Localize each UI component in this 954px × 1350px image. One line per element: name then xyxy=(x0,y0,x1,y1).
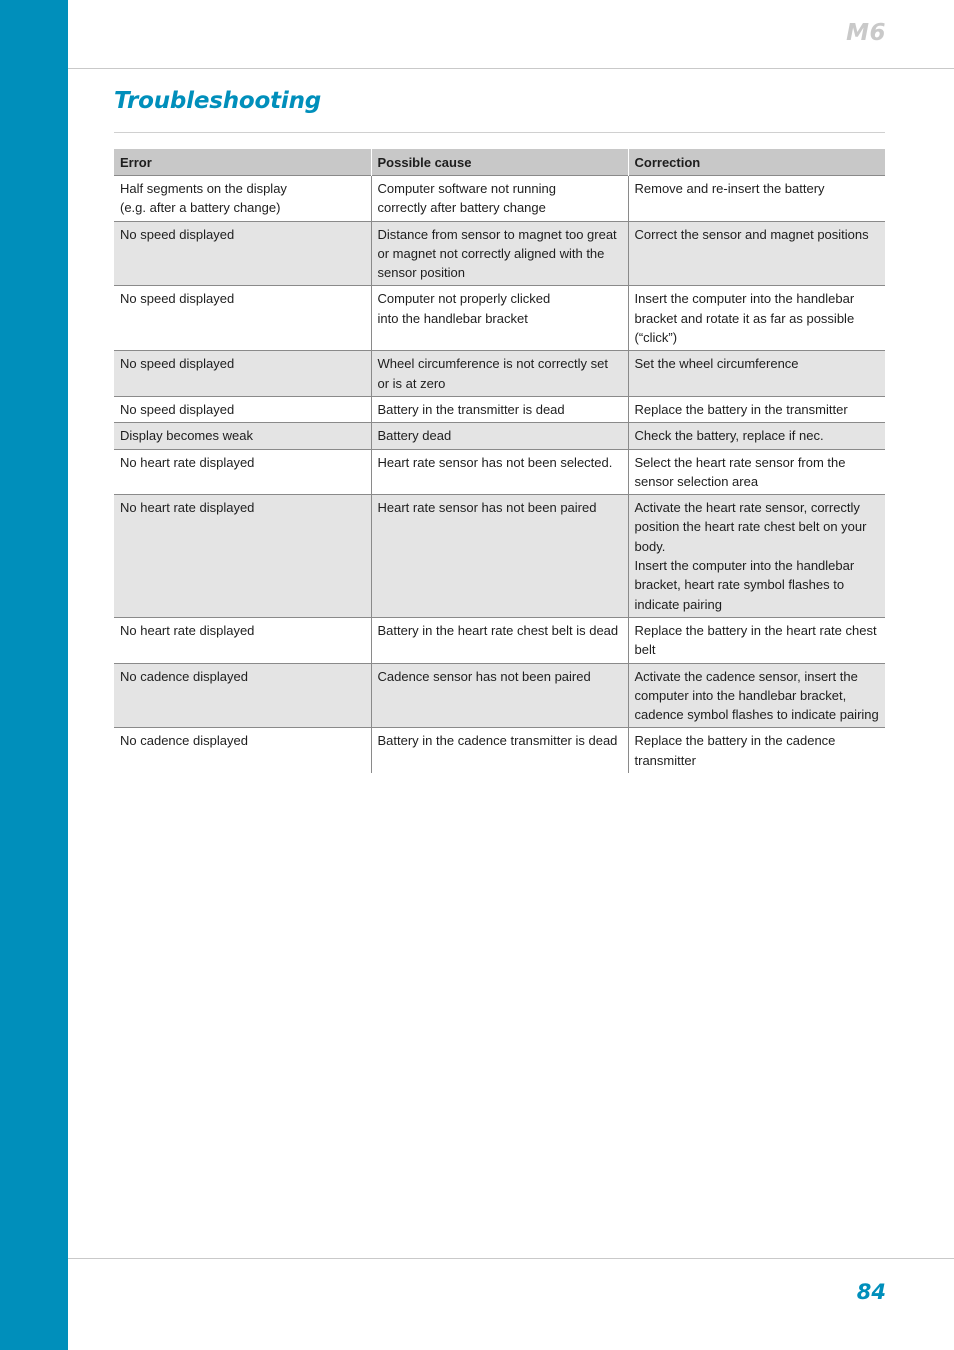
error-cell xyxy=(114,423,371,449)
cause-cell xyxy=(371,221,628,286)
cell-text: Battery dead xyxy=(377,428,452,444)
table-header-row xyxy=(114,149,885,176)
sidebar-band xyxy=(0,0,68,1350)
correction-cell xyxy=(628,351,885,397)
cause-cell xyxy=(371,449,628,495)
cell-text: Check the battery, replace if nec. xyxy=(634,428,824,444)
cell-text: Activate the heart rate sensor, correctly position the heart rate chest belt on your body. xyxy=(634,500,867,554)
cell-text: Distance from sensor to magnet too great or magnet not correctly aligned with the sensor position xyxy=(377,226,617,281)
table-body xyxy=(114,176,885,774)
error-cell xyxy=(114,449,371,495)
table-row xyxy=(114,495,885,618)
cell-text: No speed displayed xyxy=(120,356,235,372)
cell-text: Set the wheel circumference xyxy=(634,356,799,372)
page-title: Troubleshooting xyxy=(114,88,322,114)
table-row xyxy=(114,449,885,495)
cause-cell xyxy=(371,663,628,728)
table-row xyxy=(114,396,885,422)
cell-text: Activate the cadence sensor, insert the computer into the handlebar bracket, cadence symbol flashes to indicate pairing xyxy=(634,668,879,723)
cell-text: Select the heart rate sensor from the sensor selection area xyxy=(634,454,846,489)
error-cell xyxy=(114,351,371,397)
cell-text: Replace the battery in the heart rate chest belt xyxy=(634,622,877,658)
correction-cell xyxy=(628,396,885,422)
cell-text: Display becomes weak xyxy=(120,428,253,444)
table-row xyxy=(114,423,885,449)
column-header-error: Error xyxy=(114,149,371,176)
error-cell xyxy=(114,176,371,222)
cell-text: Half segments on the display xyxy=(120,181,287,196)
correction-cell xyxy=(628,286,885,351)
page-number: 84 xyxy=(856,1280,886,1304)
cell-text: Insert the computer into the handlebar bracket and rotate it as far as possible (“click”) xyxy=(634,291,855,346)
error-cell xyxy=(114,663,371,728)
troubleshooting-table xyxy=(114,149,885,773)
title-divider xyxy=(114,132,885,133)
cell-text: Battery in the heart rate chest belt is dead xyxy=(377,622,619,638)
cell-text: Heart rate sensor has not been selected. xyxy=(377,454,613,470)
cell-text: Cadence sensor has not been paired xyxy=(377,668,591,684)
cell-text: Computer not properly clicked xyxy=(377,291,551,307)
error-cell xyxy=(114,495,371,618)
cell-text: Wheel circumference is not correctly set or is at zero xyxy=(377,356,608,391)
cell-text: No speed displayed xyxy=(120,226,235,242)
cell-text: No cadence displayed xyxy=(120,668,248,684)
cell-text: Correct the sensor and magnet positions xyxy=(634,226,869,242)
cell-text: Computer software not running xyxy=(377,181,556,196)
error-cell xyxy=(114,396,371,422)
error-cell xyxy=(114,221,371,286)
cell-text: No heart rate displayed xyxy=(120,622,255,638)
table-row xyxy=(114,617,885,663)
cell-text: Battery in the transmitter is dead xyxy=(377,401,565,417)
model-label: M6 xyxy=(846,20,886,46)
cell-text: into the handlebar bracket xyxy=(377,310,528,326)
table-row xyxy=(114,286,885,351)
cause-cell xyxy=(371,617,628,663)
cause-cell xyxy=(371,176,628,222)
error-cell xyxy=(114,286,371,351)
cell-text: No speed displayed xyxy=(120,401,235,417)
table-row xyxy=(114,728,885,773)
cell-text: Replace the battery in the cadence transmitter xyxy=(634,733,836,768)
cause-cell xyxy=(371,495,628,618)
table-row xyxy=(114,221,885,286)
cell-text: No cadence displayed xyxy=(120,733,248,749)
table-row xyxy=(114,351,885,397)
cause-cell xyxy=(371,423,628,449)
footer-divider xyxy=(68,1258,954,1259)
correction-cell xyxy=(628,449,885,495)
cell-text: Insert the computer into the handlebar bracket, heart rate symbol flashes to indicate pairing xyxy=(634,558,855,612)
cell-text: Heart rate sensor has not been paired xyxy=(377,500,597,516)
error-cell xyxy=(114,617,371,663)
column-header-correction: Correction xyxy=(628,149,885,176)
correction-cell xyxy=(628,423,885,449)
cell-text: Replace the battery in the transmitter xyxy=(634,401,848,417)
cause-cell xyxy=(371,728,628,773)
column-header-cause: Possible cause xyxy=(371,149,628,176)
header-divider xyxy=(68,68,954,69)
cell-text: correctly after battery change xyxy=(377,200,546,216)
correction-cell xyxy=(628,176,885,222)
cause-cell xyxy=(371,351,628,397)
cell-text: No heart rate displayed xyxy=(120,454,255,470)
cell-text: Remove and re-insert the battery xyxy=(634,181,825,196)
error-cell xyxy=(114,728,371,773)
cause-cell xyxy=(371,396,628,422)
cell-text: Battery in the cadence transmitter is dead xyxy=(377,733,618,749)
cell-text: (e.g. after a battery change) xyxy=(120,200,281,216)
correction-cell xyxy=(628,495,885,618)
correction-cell xyxy=(628,221,885,286)
cause-cell xyxy=(371,286,628,351)
cell-text: No heart rate displayed xyxy=(120,500,255,516)
table-row xyxy=(114,663,885,728)
cell-text: No speed displayed xyxy=(120,291,235,307)
table-row xyxy=(114,176,885,222)
correction-cell xyxy=(628,663,885,728)
correction-cell xyxy=(628,728,885,773)
correction-cell xyxy=(628,617,885,663)
